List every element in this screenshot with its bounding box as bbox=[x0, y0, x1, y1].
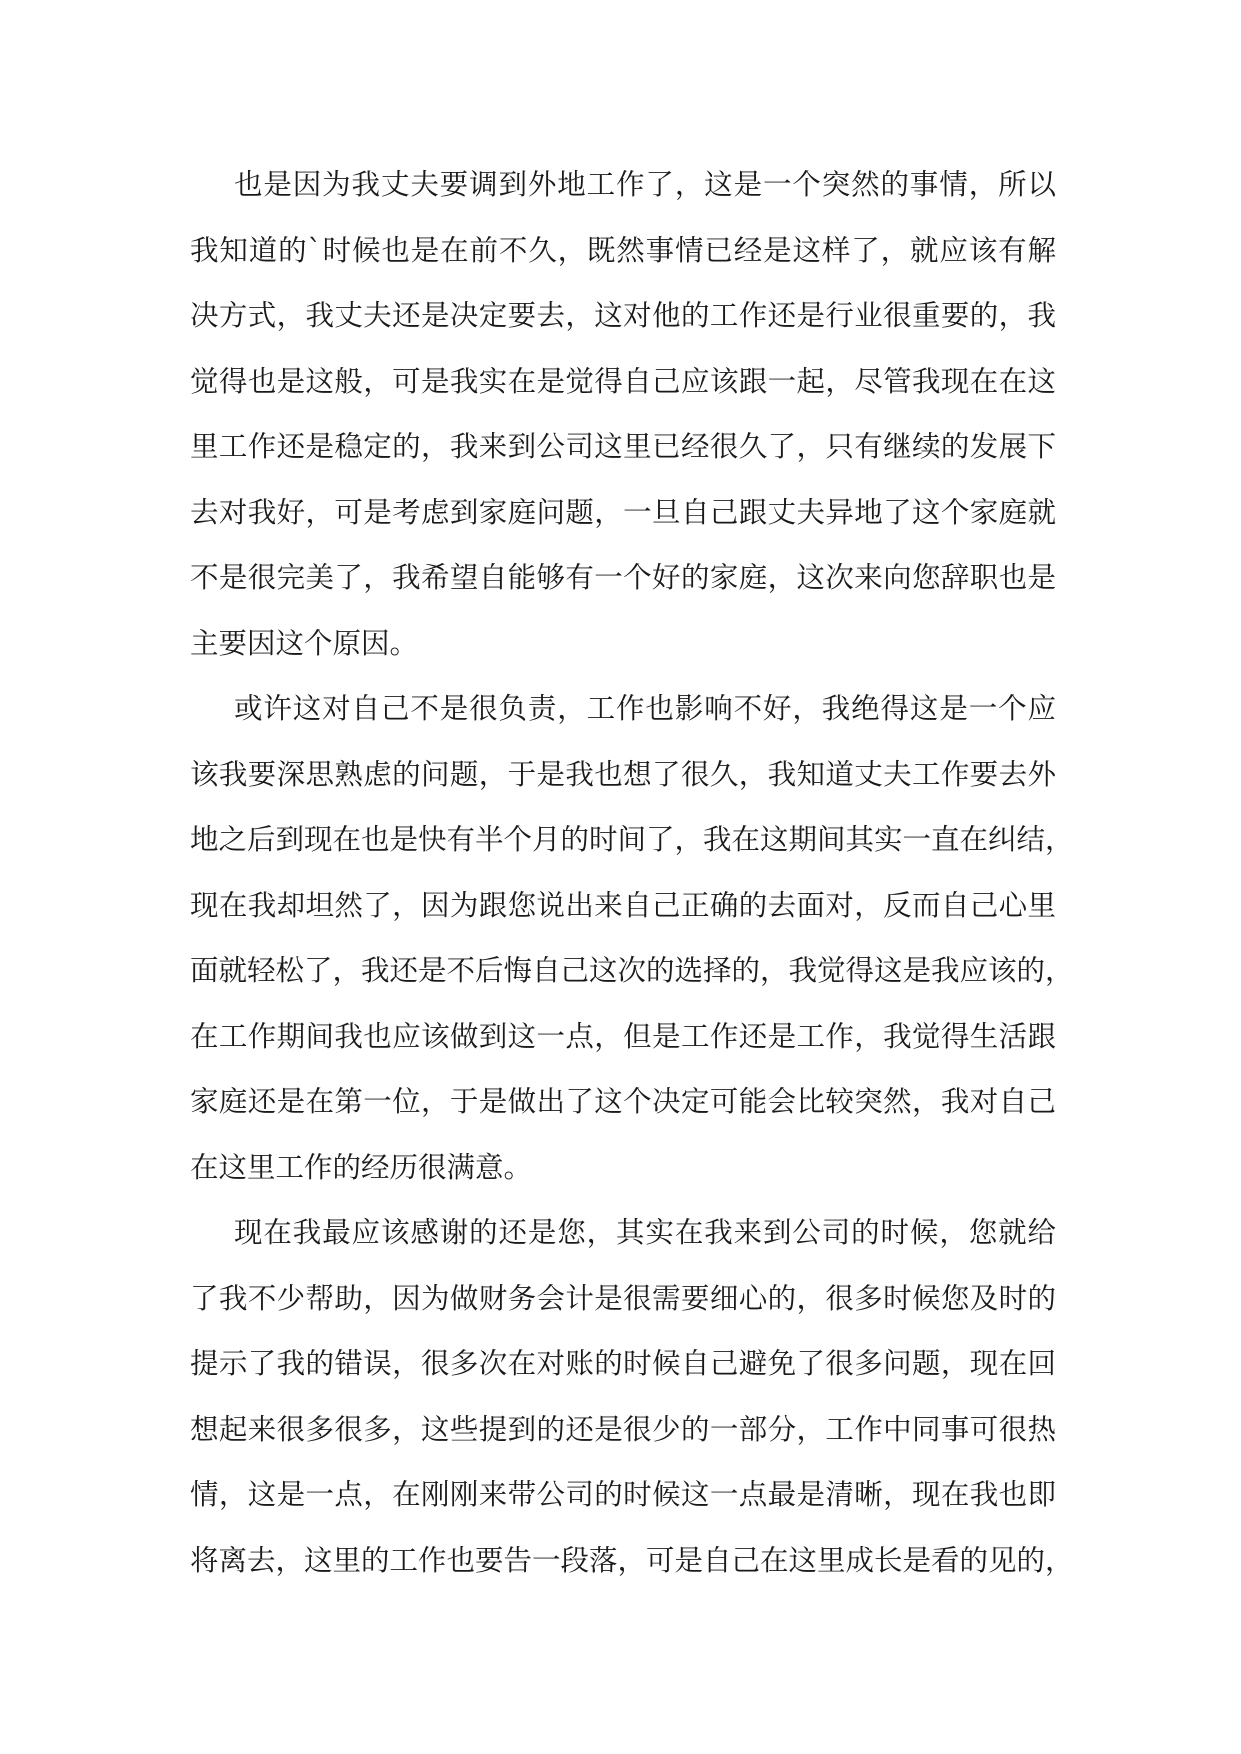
text-line: 不是很完美了，我希望自能够有一个好的家庭，这次来向您辞职也是 bbox=[190, 561, 1056, 594]
text-line: 现在我却坦然了，因为跟您说出来自己正确的去面对，反而自己心里 bbox=[190, 888, 1056, 922]
text-line: 想起来很多很多，这些提到的还是很少的一部分，工作中同事可很热 bbox=[190, 1412, 1056, 1446]
text-line: 家庭还是在第一位，于是做出了这个决定可能会比较突然，我对自己 bbox=[190, 1085, 1056, 1118]
text-line: 提示了我的错误，很多次在对账的时候自己避免了很多问题，现在回 bbox=[190, 1347, 1056, 1380]
text-line: 地之后到现在也是快有半个月的时间了，我在这期间其实一直在纠结， bbox=[190, 823, 1074, 856]
text-line: 决方式，我丈夫还是决定要去，这对他的工作还是行业很重要的，我 bbox=[190, 299, 1056, 332]
text-line: 了我不少帮助，因为做财务会计是很需要细心的，很多时候您及时的 bbox=[190, 1281, 1056, 1315]
text-line: 里工作还是稳定的，我来到公司这里已经很久了，只有继续的发展下 bbox=[190, 430, 1056, 463]
paragraph-2 bbox=[190, 676, 1074, 1200]
text-line: 觉得也是这般，可是我实在是觉得自己应该跟一起，尽管我现在在这 bbox=[190, 364, 1056, 398]
document-body bbox=[190, 152, 1074, 1593]
text-line: 现在我最应该感谢的还是您，其实在我来到公司的时候，您就给 bbox=[234, 1216, 1056, 1249]
text-line: 在工作期间我也应该做到这一点，但是工作还是工作，我觉得生活跟 bbox=[190, 1019, 1056, 1053]
paragraph-3 bbox=[190, 1200, 1074, 1593]
text-line: 也是因为我丈夫要调到外地工作了，这是一个突然的事情，所以 bbox=[234, 168, 1056, 201]
text-line: 去对我好，可是考虑到家庭问题，一旦自己跟丈夫异地了这个家庭就 bbox=[190, 495, 1056, 529]
text-line: 主要因这个原因。 bbox=[190, 626, 419, 660]
paragraph-1 bbox=[190, 152, 1056, 676]
text-line: 我知道的`时候也是在前不久，既然事情已经是这样了，就应该有解 bbox=[190, 233, 1056, 267]
text-line: 情，这是一点，在刚刚来带公司的时候这一点最是清晰，现在我也即 bbox=[190, 1478, 1056, 1511]
text-line: 面就轻松了，我还是不后悔自己这次的选择的，我觉得这是我应该的， bbox=[190, 954, 1074, 987]
text-line: 在这里工作的经历很满意。 bbox=[190, 1150, 533, 1184]
text-line: 或许这对自己不是很负责，工作也影响不好，我绝得这是一个应 bbox=[234, 692, 1056, 725]
text-line: 该我要深思熟虑的问题，于是我也想了很久，我知道丈夫工作要去外 bbox=[190, 757, 1056, 791]
text-line: 将离去，这里的工作也要告一段落，可是自己在这里成长是看的见的， bbox=[190, 1543, 1074, 1577]
